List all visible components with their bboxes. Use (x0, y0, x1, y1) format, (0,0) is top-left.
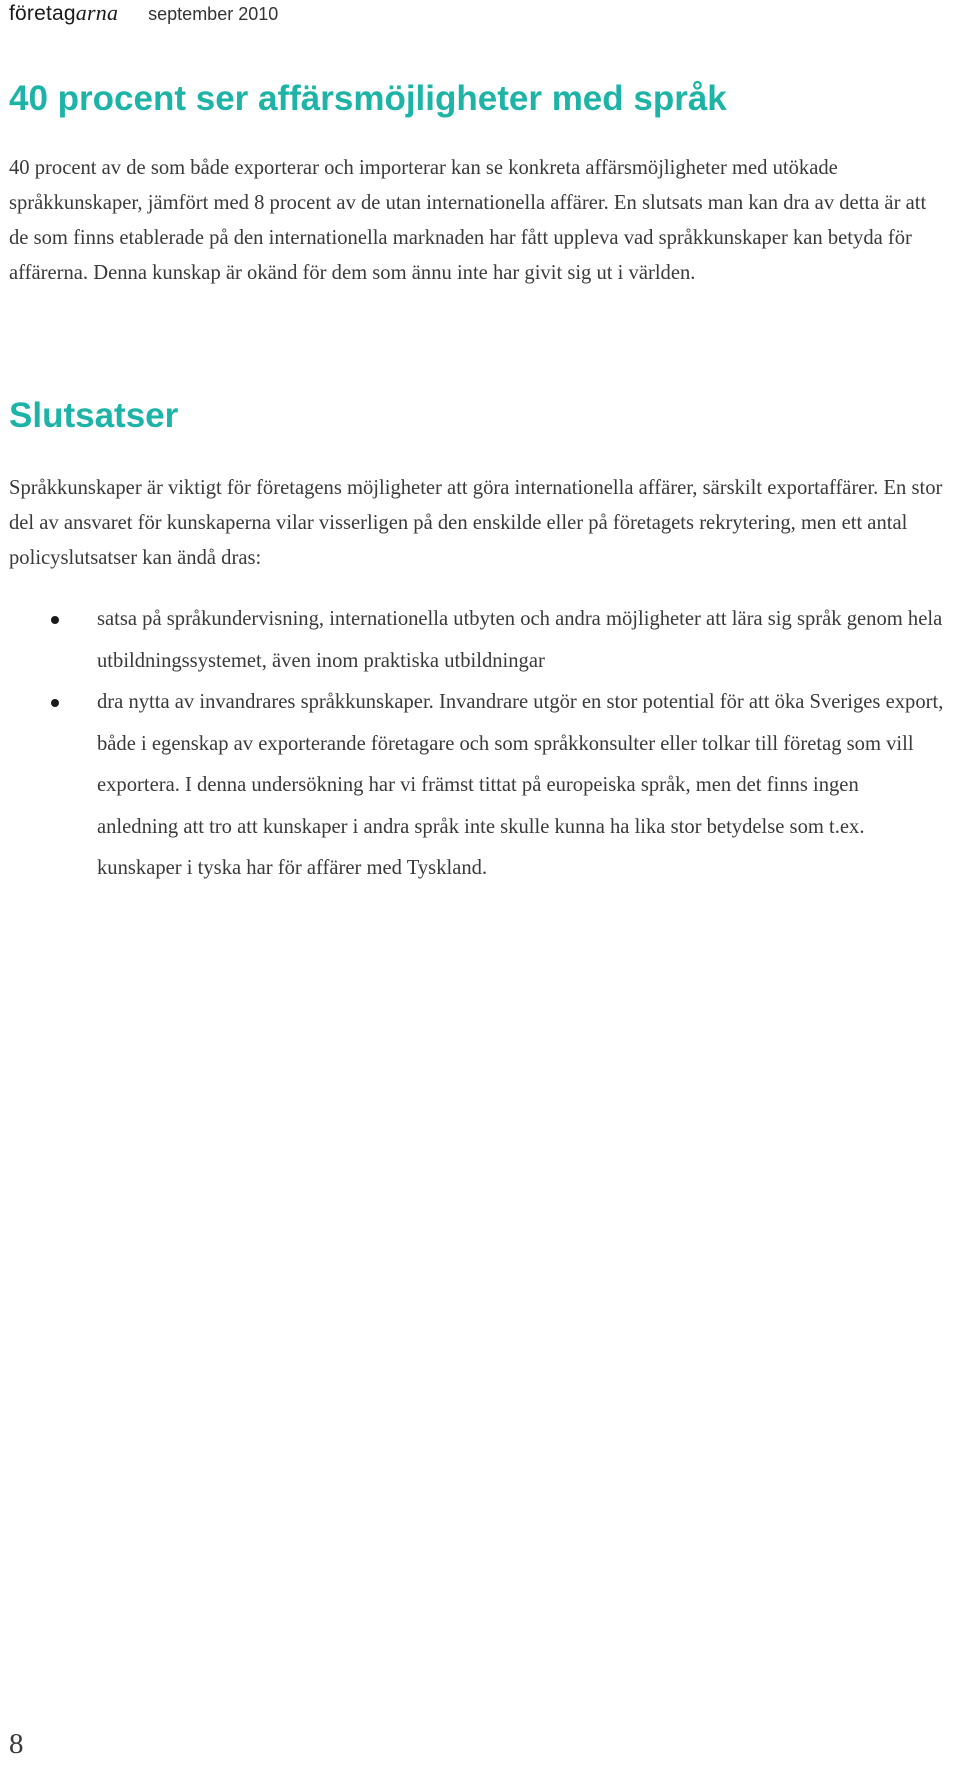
list-item-text: satsa på språkundervisning, internationella utbyten och andra möjligheter att lära sig språk genom hela utbildningssystemet, även inom praktiska utbildningar (97, 608, 943, 672)
logo-text-regular: företag (9, 2, 76, 25)
publication-date: september 2010 (148, 4, 279, 24)
list-item (0, 682, 945, 890)
page-number: 8 (9, 1728, 24, 1760)
bullet-icon (51, 616, 59, 624)
list-item (0, 599, 945, 682)
section-paragraph-slutsatser: Språkkunskaper är viktigt för företagens möjligheter att göra internationella affärer, särskilt exportaffärer. En stor del av ansvaret för kunskaperna vilar visserligen på den enskilde eller på företagets rekrytering, men ett antal policyslutsatser kan ändå dras: (9, 477, 943, 569)
logo-text-italic: arna (75, 0, 119, 25)
section-title-affarsmojligheter: 40 procent ser affärsmöjligheter med språk (9, 79, 727, 118)
page-header (9, 0, 278, 26)
conclusions-list (0, 599, 960, 890)
company-logo (9, 0, 118, 26)
section-title-slutsatser: Slutsatser (9, 396, 179, 435)
section-paragraph-affarsmojligheter: 40 procent av de som både exporterar och importerar kan se konkreta affärsmöjligheter med utökade språkkunskaper, jämfört med 8 procent av de utan internationella affärer. En slutsats man kan dra av detta är att de som finns etablerade på den internationella marknaden har fått uppleva vad språkkunskaper kan betyda för affärerna. Denna kunskap är okänd för dem som ännu inte har givit sig ut i världen. (9, 157, 927, 284)
list-item-text: dra nytta av invandrares språkkunskaper. Invandrare utgör en stor potential för att öka Sveriges export, både i egenskap av exporterande företagare och som språkkonsulter eller tolkar till företag som vill exportera. I denna undersökning har vi främst tittat på europeiska språk, men det finns ingen anledning att tro att kunskaper i andra språk inte skulle kunna ha lika stor betydelse som t.ex. kunskaper i tyska har för affärer med Tyskland. (97, 691, 944, 879)
bullet-icon (51, 699, 59, 707)
